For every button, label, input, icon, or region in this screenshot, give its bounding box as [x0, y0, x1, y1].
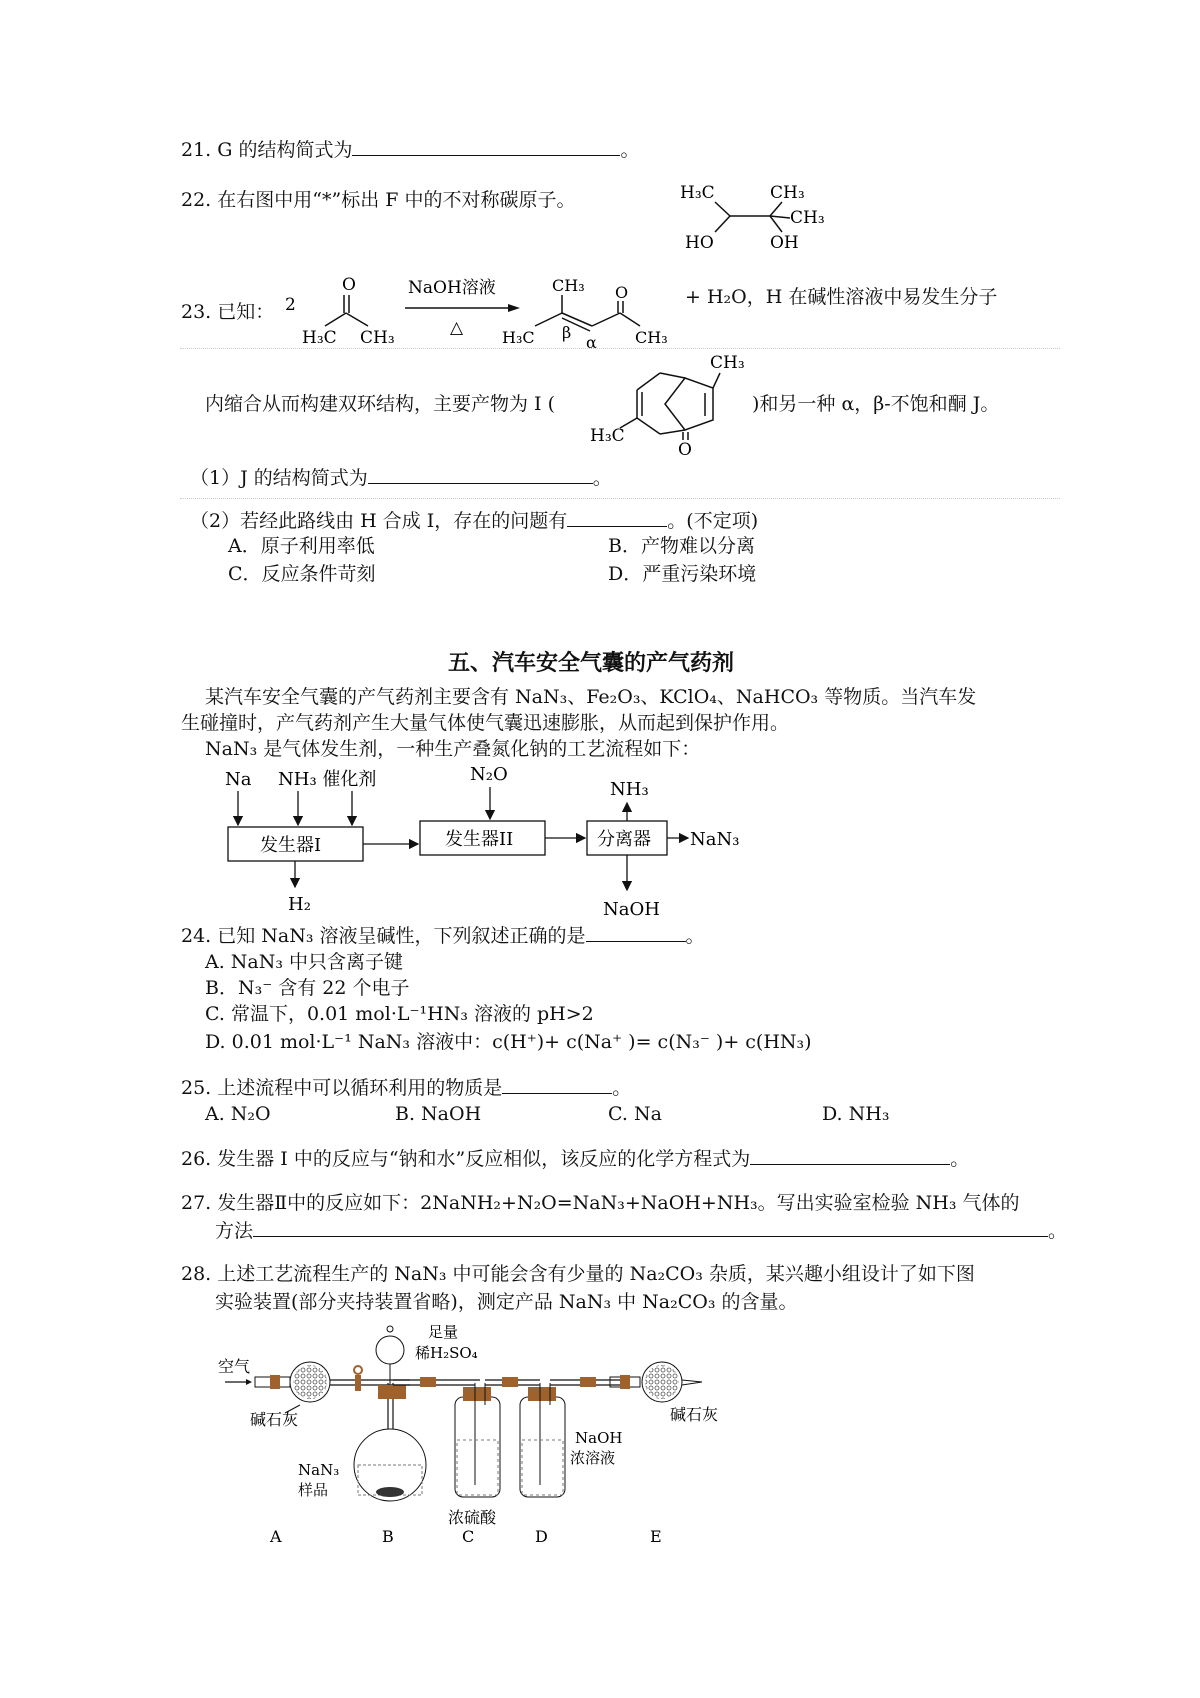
reaction-scheme	[280, 268, 685, 353]
option-d[interactable]: D. 0.01 mol·L⁻¹ NaN₃ 溶液中：c(H⁺)+ c(Na⁺ )= c(N₃⁻ )+ c(HN₃)	[205, 1031, 812, 1053]
svg-text:NH₃: NH₃	[610, 779, 649, 800]
answer-blank[interactable]	[750, 1146, 950, 1165]
svg-text:CH₃: CH₃	[770, 183, 805, 203]
question-23-sub1: （1）J 的结构简式为 。	[190, 467, 612, 489]
option-c[interactable]: C. 常温下，0.01 mol·L⁻¹HN₃ 溶液的 pH>2	[205, 1003, 594, 1025]
divider	[180, 498, 1060, 499]
question-23-line2b: )和另一种 α，β-不饱和酮 J。	[752, 393, 1000, 415]
svg-text:CH₃: CH₃	[790, 208, 825, 228]
svg-text:O: O	[615, 283, 629, 302]
svg-text:NaOH: NaOH	[603, 899, 660, 920]
svg-text:空气: 空气	[218, 1357, 251, 1376]
paragraph: 某汽车安全气囊的产气药剂主要含有 NaN₃、Fe₂O₃、KClO₄、NaHCO₃ 等物质。当汽车发	[205, 686, 977, 708]
svg-text:H₃C: H₃C	[502, 328, 535, 347]
answer-blank[interactable]	[502, 1075, 612, 1094]
paragraph: NaN₃ 是气体发生剂，一种生产叠氮化钠的工艺流程如下：	[205, 738, 701, 760]
svg-text:△: △	[450, 318, 464, 338]
svg-text:N₂O: N₂O	[470, 765, 508, 785]
structure-F	[670, 178, 830, 258]
structure-I	[585, 348, 745, 458]
question-25: 25. 上述流程中可以循环利用的物质是 。	[181, 1077, 632, 1099]
svg-text:浓溶液: 浓溶液	[570, 1449, 616, 1467]
svg-text:NaN₃: NaN₃	[690, 829, 740, 850]
svg-text:C: C	[462, 1527, 475, 1546]
svg-text:HO: HO	[685, 233, 714, 253]
paragraph: 生碰撞时，产气药剂产生大量气体使气囊迅速膨胀，从而起到保护作用。	[181, 712, 790, 734]
answer-blank[interactable]	[586, 923, 686, 942]
question-23-line2a: 内缩合从而构建双环结构，主要产物为 I (	[205, 393, 555, 415]
question-23-sub2: （2）若经此路线由 H 合成 I，存在的问题有 。(不定项)	[190, 510, 759, 532]
svg-text:O: O	[342, 275, 356, 295]
question-28-line2: 实验装置(部分夹持装置省略)，测定产品 NaN₃ 中 Na₂CO₃ 的含量。	[215, 1291, 798, 1313]
section-title: 五、汽车安全气囊的产气药剂	[448, 651, 735, 676]
question-28: 28. 上述工艺流程生产的 NaN₃ 中可能会含有少量的 Na₂CO₃ 杂质，某兴趣小组设计了如下图	[181, 1263, 975, 1285]
option-d[interactable]: D. NH₃	[822, 1103, 890, 1125]
question-22: 22. 在右图中用“*”标出 F 中的不对称碳原子。	[181, 189, 576, 211]
svg-text:发生器I: 发生器I	[260, 835, 322, 856]
svg-text:H₃C: H₃C	[590, 426, 625, 446]
question-23-after: + H₂O，H 在碱性溶液中易发生分子	[685, 286, 998, 308]
svg-text:碱石灰: 碱石灰	[250, 1410, 299, 1429]
option-d[interactable]: D．严重污染环境	[608, 563, 757, 585]
svg-text:H₃C: H₃C	[302, 328, 337, 348]
svg-text:CH₃: CH₃	[635, 328, 668, 347]
svg-text:分离器: 分离器	[597, 829, 651, 850]
svg-text:CH₃: CH₃	[360, 328, 395, 348]
svg-text:OH: OH	[770, 233, 799, 253]
svg-text:Na: Na	[225, 769, 252, 790]
svg-text:D: D	[535, 1527, 548, 1546]
svg-text:β: β	[562, 323, 572, 342]
experiment-apparatus	[210, 1325, 770, 1550]
question-27: 27. 发生器Ⅱ中的反应如下：2NaNH₂+N₂O=NaN₃+NaOH+NH₃。写出实验室检验 NH₃ 气体的	[181, 1192, 1020, 1214]
option-c[interactable]: C. Na	[608, 1103, 662, 1125]
svg-text:NaOH溶液: NaOH溶液	[408, 278, 496, 298]
option-a[interactable]: A．原子利用率低	[228, 535, 375, 557]
svg-text:发生器II: 发生器II	[445, 829, 514, 850]
option-a[interactable]: A. NaN₃ 中只含离子键	[205, 951, 404, 973]
svg-text:H₃C: H₃C	[680, 183, 715, 203]
svg-text:碱石灰: 碱石灰	[670, 1405, 719, 1424]
svg-text:稀H₂SO₄: 稀H₂SO₄	[415, 1344, 478, 1362]
svg-text:样品: 样品	[298, 1481, 329, 1499]
option-c[interactable]: C．反应条件苛刻	[228, 563, 376, 585]
svg-text:A: A	[270, 1527, 282, 1546]
answer-blank[interactable]	[368, 465, 593, 484]
svg-text:NaOH: NaOH	[575, 1429, 623, 1447]
answer-blank[interactable]	[253, 1218, 1048, 1237]
svg-text:α: α	[586, 333, 597, 352]
question-23: 23. 已知：	[181, 301, 275, 323]
svg-text:E: E	[650, 1527, 662, 1546]
question-26: 26. 发生器 I 中的反应与“钠和水”反应相似，该反应的化学方程式为 。	[181, 1148, 970, 1170]
process-flow	[220, 765, 760, 920]
svg-text:CH₃: CH₃	[552, 276, 585, 295]
question-27-line2: 方法 。	[215, 1220, 1068, 1242]
option-b[interactable]: B．产物难以分离	[608, 535, 755, 557]
answer-blank[interactable]	[567, 508, 667, 527]
question-21: 21. G 的结构简式为 。	[181, 139, 640, 161]
svg-text:NaN₃: NaN₃	[298, 1461, 340, 1479]
svg-text:O: O	[678, 440, 692, 458]
svg-text:足量: 足量	[428, 1325, 459, 1341]
svg-text:2: 2	[285, 295, 296, 315]
svg-text:CH₃: CH₃	[710, 353, 745, 373]
option-a[interactable]: A. N₂O	[205, 1103, 271, 1125]
option-b[interactable]: B. NaOH	[395, 1103, 482, 1125]
svg-text:B: B	[382, 1527, 394, 1546]
svg-text:浓硫酸: 浓硫酸	[448, 1508, 497, 1527]
svg-text:H₂: H₂	[288, 894, 311, 915]
option-b[interactable]: B．N₃⁻ 含有 22 个电子	[205, 977, 410, 999]
svg-text:NH₃ 催化剂: NH₃ 催化剂	[278, 769, 377, 790]
question-24: 24. 已知 NaN₃ 溶液呈碱性，下列叙述正确的是 。	[181, 925, 705, 947]
answer-blank[interactable]	[352, 137, 620, 156]
